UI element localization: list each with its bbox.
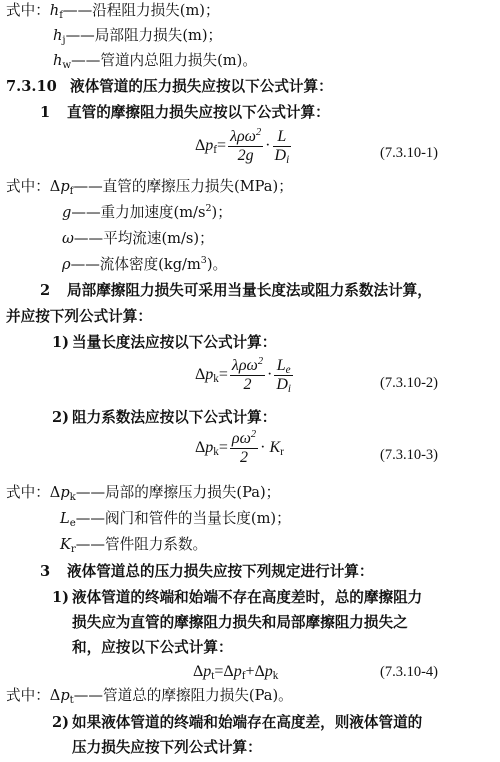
def-rho: ρ——流体密度$(kg/m^3)$。	[62, 255, 228, 273]
item-2-text: 局部摩擦阻力损失可采用当量长度法或阻力系数法计算，	[67, 282, 432, 299]
def-delta-pt: 式中：$\Delta p_t——$管道总的摩擦阻力损失(Pa)。	[6, 687, 293, 706]
section-title: 液体管道的压力损失应按以下公式计算：	[70, 78, 333, 95]
equation-7-3-10-4: $\Delta p_t=\Delta p_f+\Delta p_k$	[193, 663, 279, 682]
sub-2-number: 2)	[52, 409, 70, 426]
item-3-number: 3	[40, 563, 51, 580]
sub-3-2-cont: 压力损失应按下列公式计算：	[72, 739, 262, 756]
equation-number-2: (7.3.10-2)	[380, 375, 438, 391]
def-delta-pf: 式中：$\Delta p_f——$直管的摩擦压力损失(MPa)；	[6, 178, 293, 197]
item-3-text: 液体管道总的压力损失应按下列规定进行计算：	[67, 563, 374, 580]
def-hf-text: 沿程阻力损失(m)；	[92, 2, 220, 19]
equation-number-3: (7.3.10-3)	[380, 447, 438, 463]
def-kr: $K_r——$管件阻力系数。	[60, 536, 208, 555]
equation-number-1: (7.3.10-1)	[380, 145, 438, 161]
def-hw: $h_w——$管道内总阻力损失(m)。	[53, 52, 257, 71]
item-1-text: 直管的摩擦阻力损失应按以下公式计算：	[67, 104, 330, 121]
sub-1-number: 1)	[52, 334, 70, 351]
sub-2-text: 阻力系数法应按以下公式计算：	[72, 409, 277, 426]
sub-3-1-text: 液体管道的终端和始端不存在高度差时，总的摩擦阻力	[72, 589, 423, 606]
item-2-continuation: 并应按下列公式计算：	[6, 308, 152, 325]
equation-number-4: (7.3.10-4)	[380, 664, 438, 680]
def-hj: $h_j——$局部阻力损失(m)；	[53, 27, 223, 46]
def-g: g——重力加速度$(m/s^2)$；	[62, 203, 232, 221]
def-le: $L_e——$阀门和管件的当量长度(m)；	[60, 510, 291, 529]
def-hf: 式中：$h_f——$沿程阻力损失(m)；	[6, 2, 220, 21]
def-delta-pk: 式中：$\Delta p_k——$局部的摩擦压力损失(Pa)；	[6, 484, 281, 503]
item-2-number: 2	[40, 282, 51, 299]
sub-3-2-number: 2)	[52, 714, 70, 731]
equation-7-3-10-2: $\Delta p_k=$ $\frac{\lambda\rho\omega^2}{2}$ · $\frac{L_e}{D_i}$	[195, 356, 292, 395]
sub-3-1-cont-1: 损失应为直管的摩擦阻力损失和局部摩擦阻力损失之	[72, 614, 408, 631]
def-omega: ω——平均流速(m/s)；	[62, 230, 214, 247]
item-1-number: 1	[40, 104, 51, 121]
section-number: 7.3.10	[6, 78, 57, 95]
equation-7-3-10-3: $\Delta p_k=$ $\frac{\rho\omega^2}{2}$ · $K_r$	[195, 429, 284, 466]
equation-7-3-10-1: $\Delta p_f=$ $\frac{\lambda\rho\omega^2}{2g}$ · $\frac{L}{D_i}$	[195, 127, 290, 166]
sub-3-1-number: 1)	[52, 589, 70, 606]
sub-3-2-text: 如果液体管道的终端和始端存在高度差，则液体管道的	[72, 714, 423, 731]
sub-1-text: 当量长度法应按以下公式计算：	[72, 334, 277, 351]
sub-3-1-cont-2: 和，应按以下公式计算：	[72, 639, 233, 656]
